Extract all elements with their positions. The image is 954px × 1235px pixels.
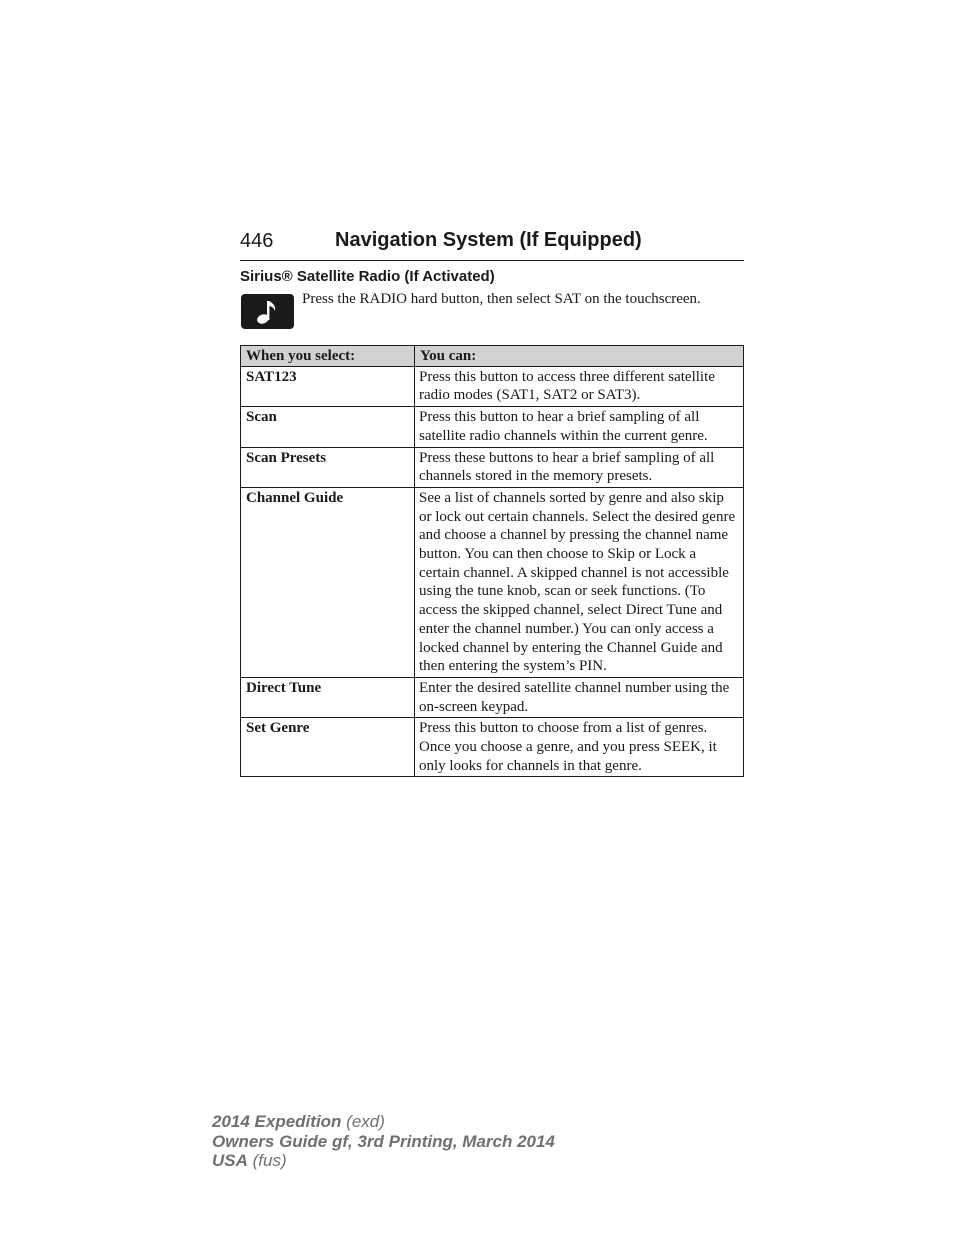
table-row [241, 718, 744, 777]
footer-line-model [212, 1112, 555, 1132]
table-header-row [241, 346, 744, 367]
row-select-label: Direct Tune [241, 677, 415, 717]
table-row [241, 447, 744, 487]
intro-text: Press the RADIO hard button, then select SAT on the touchscreen. [302, 291, 701, 307]
table-row [241, 366, 744, 406]
feature-table [240, 345, 744, 777]
footer-market: USA [212, 1151, 248, 1170]
table-row [241, 487, 744, 677]
row-action-text: Press this button to access three different satellite radio modes (SAT1, SAT2 or SAT3). [415, 366, 744, 406]
row-select-label: SAT123 [241, 366, 415, 406]
section-heading: Sirius® Satellite Radio (If Activated) [240, 268, 495, 285]
page-header [240, 228, 744, 261]
row-select-label: Scan [241, 407, 415, 447]
chapter-title: Navigation System (If Equipped) [335, 229, 642, 251]
row-select-label: Scan Presets [241, 447, 415, 487]
row-action-text: Enter the desired satellite channel number using the on-screen keypad. [415, 677, 744, 717]
page-footer [212, 1112, 555, 1171]
footer-line-guide [212, 1132, 555, 1152]
row-select-label: Set Genre [241, 718, 415, 777]
table-row [241, 407, 744, 447]
footer-guide: Owners Guide gf, 3rd Printing, March 2014 [212, 1131, 555, 1151]
row-action-text: Press this button to hear a brief sampling of all satellite radio channels within the current genre. [415, 407, 744, 447]
footer-model-code: (exd) [346, 1112, 385, 1131]
column-header-select: When you select: [241, 346, 415, 367]
row-action-text: Press these buttons to hear a brief sampling of all channels stored in the memory presets. [415, 447, 744, 487]
music-note-icon [241, 294, 294, 329]
column-header-action: You can: [415, 346, 744, 367]
footer-market-code: (fus) [252, 1151, 287, 1170]
footer-model: 2014 Expedition [212, 1112, 342, 1131]
footer-line-market [212, 1151, 555, 1171]
page-number: 446 [240, 230, 274, 252]
row-action-text: Press this button to choose from a list of genres. Once you choose a genre, and you press SEEK, it only looks for channels in that genre. [415, 718, 744, 777]
row-select-label: Channel Guide [241, 487, 415, 677]
table-row [241, 677, 744, 717]
row-action-text: See a list of channels sorted by genre and also skip or lock out certain channels. Select the desired genre and choose a channel by pressing the channel name button. You can then choose to Skip or Lock a certain channel. A skipped channel is not accessible using the tune knob, scan or seek functions. (To access the skipped channel, select Direct Tune and enter the channel number.) You can only access a locked channel by entering the Channel Guide and then entering the system’s PIN. [415, 487, 744, 677]
